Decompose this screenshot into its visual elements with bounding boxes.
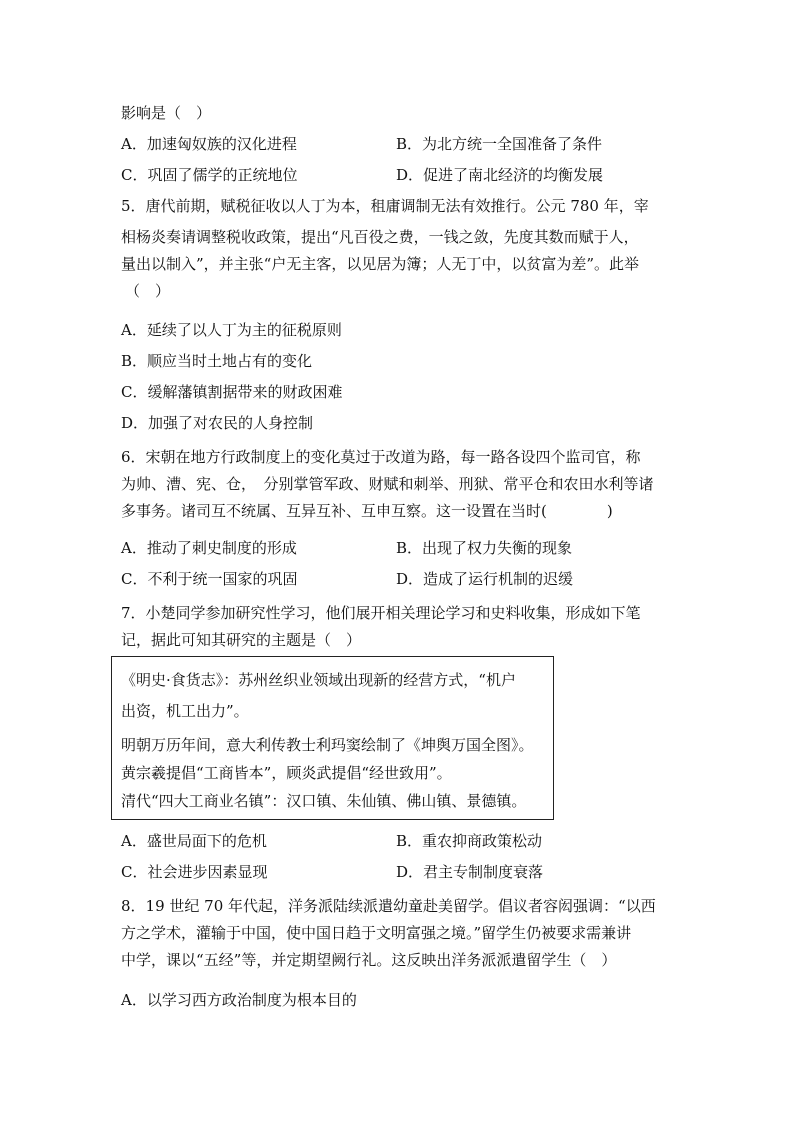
q6-stem-line-2: 为帅、漕、宪、仓， 分别掌管军政、财赋和刺举、刑狱、常平仓和农田水利等诸 <box>121 475 654 493</box>
q6-stem-line-1: 6．宋朝在地方行政制度上的变化莫过于改道为路，每一路各设四个监司官，称 <box>121 448 641 466</box>
q6-option-a: A．推动了刺史制度的形成 <box>121 539 297 557</box>
q8-stem-line-2: 方之学术，灌输于中国，使中国日趋于文明富强之境。”留学生仍被要求需兼讲 <box>121 924 632 942</box>
q7-option-a: A．盛世局面下的危机 <box>121 832 267 850</box>
q5-option-d: D．加强了对农民的人身控制 <box>121 414 314 432</box>
q6-stem-line-3: 多事务。诸司互不统属、互异互补、互申互察。这一设置在当时( ) <box>121 502 613 520</box>
q4-option-a: A．加速匈奴族的汉化进程 <box>121 135 297 153</box>
q8-stem-line-1: 8．19 世纪 70 年代起，洋务派陆续派遣幼童赴美留学。倡议者容闳强调：“以西 <box>121 897 656 915</box>
q5-stem-line-3: 量出以制入”，并主张“户无主客，以见居为簿；人无丁中，以贫富为差”。此举 <box>121 255 640 273</box>
q5-stem-line-2: 相杨炎奏请调整税收政策，提出“凡百役之费，一钱之敛，先度其数而赋于人， <box>121 228 639 246</box>
q7-source-line-1: 《明史·食货志》：苏州丝织业领域出现新的经营方式，“机户 <box>121 671 516 689</box>
q5-stem-line-1: 5．唐代前期，赋税征收以人丁为本，租庸调制无法有效推行。公元 780 年，宰 <box>121 197 649 215</box>
q7-source-box <box>111 656 554 820</box>
q7-option-d: D．君主专制制度衰落 <box>396 863 544 881</box>
q6-option-c: C．不利于统一国家的巩固 <box>121 570 298 588</box>
q5-option-a: A．延续了以人丁为主的征税原则 <box>121 321 342 339</box>
q7-source-line-3: 明朝万历年间，意大利传教士利玛窦绘制了《坤舆万国全图》。 <box>121 736 534 754</box>
q4-option-c: C．巩固了儒学的正统地位 <box>121 166 298 184</box>
q5-option-b: B．顺应当时土地占有的变化 <box>121 352 313 370</box>
q7-stem-line-1: 7．小楚同学参加研究性学习，他们展开相关理论学习和史料收集，形成如下笔 <box>121 604 641 622</box>
q8-stem-line-3: 中学，课以“五经”等，并定期望阙行礼。这反映出洋务派派遣留学生（ ） <box>121 951 617 969</box>
q5-option-c: C．缓解藩镇割据带来的财政困难 <box>121 383 343 401</box>
q7-stem-line-2: 记，据此可知其研究的主题是（ ） <box>121 631 362 649</box>
q6-option-b: B．出现了权力失衡的现象 <box>396 539 573 557</box>
q6-option-d: D．造成了运行机制的迟缓 <box>396 570 574 588</box>
q7-source-line-5: 清代“四大工商业名镇”：汉口镇、朱仙镇、佛山镇、景德镇。 <box>121 792 527 810</box>
q7-option-c: C．社会进步因素显现 <box>121 863 268 881</box>
q4-stem-tail: 影响是（ ） <box>121 104 212 122</box>
q7-source-line-4: 黄宗羲提倡“工商皆本”，顾炎武提倡“经世致用”。 <box>121 764 452 782</box>
q7-option-b: B．重农抑商政策松动 <box>396 832 543 850</box>
q8-option-a: A．以学习西方政治制度为根本目的 <box>121 991 357 1009</box>
q5-stem-line-4: （ ） <box>125 282 171 300</box>
q4-option-b: B．为北方统一全国准备了条件 <box>396 135 603 153</box>
q7-source-line-2: 出资，机工出力”。 <box>121 702 249 720</box>
q4-option-d: D．促进了南北经济的均衡发展 <box>396 166 604 184</box>
